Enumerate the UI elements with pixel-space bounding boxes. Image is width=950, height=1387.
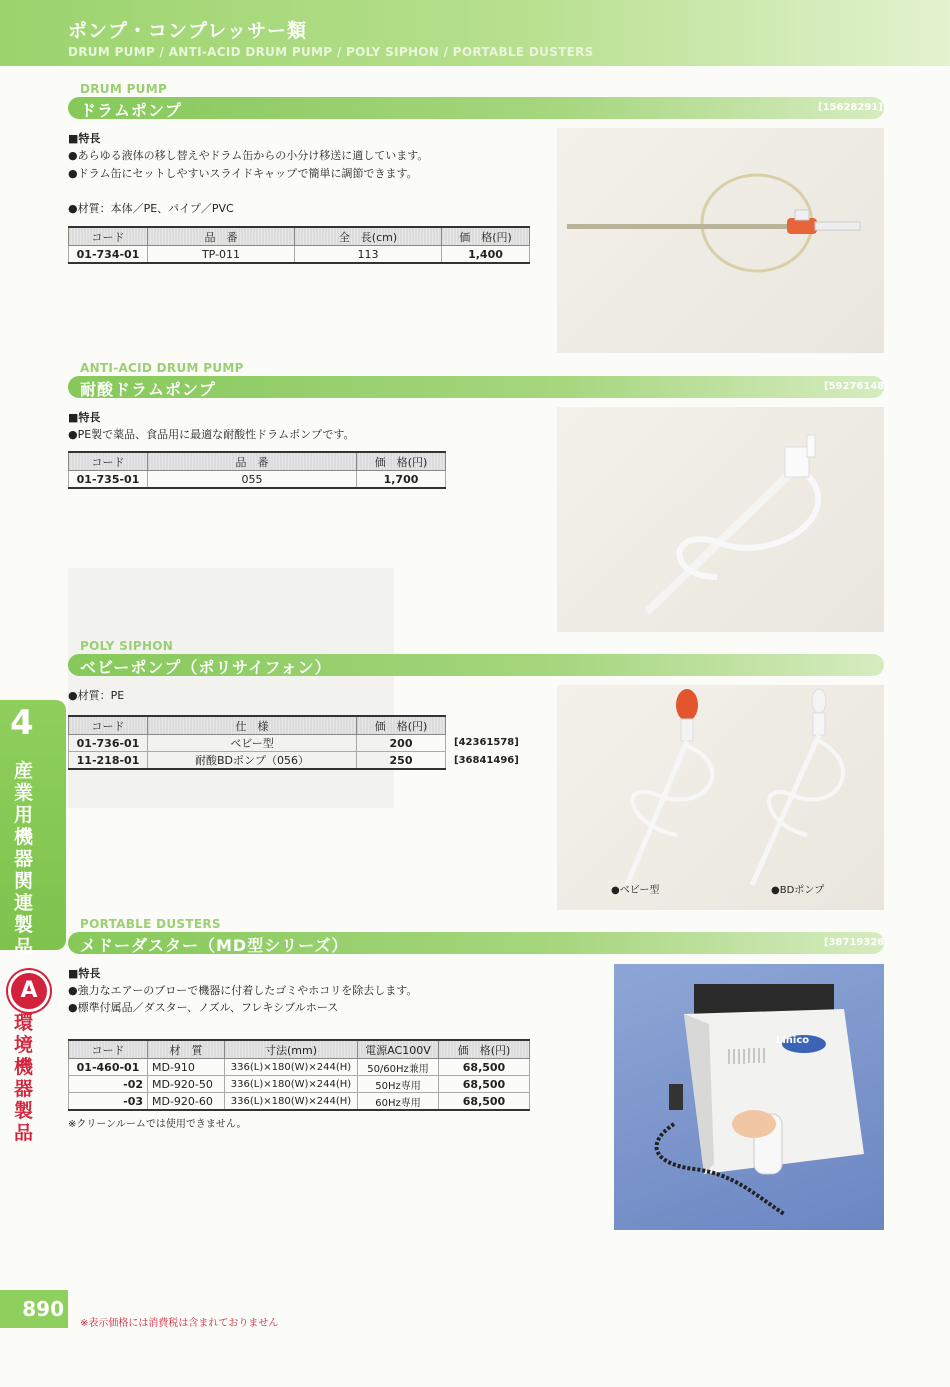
table-header: 品 番 (148, 452, 357, 471)
table-row (69, 1093, 530, 1111)
duster-section-en: PORTABLE DUSTERS (80, 917, 221, 931)
siphon-section-title: ベビーポンプ（ポリサイフォン） (80, 658, 332, 677)
table-cell: 01-460-01 (69, 1059, 148, 1076)
table-header: 仕 様 (148, 716, 357, 735)
drum-feature-2: ●ドラム缶にセットしやすいスライドキャップで簡単に調節できます。 (68, 167, 418, 180)
table-row (69, 1076, 530, 1093)
siphon-caption-baby: ●ベビー型 (611, 885, 660, 896)
antiacid-spec-table (68, 451, 446, 489)
drum-product-code: [15628291] (818, 102, 883, 113)
table-cell: 68,500 (439, 1059, 530, 1076)
page-subtitle: DRUM PUMP / ANTI-ACID DRUM PUMP / POLY SIPHON / PORTABLE DUSTERS (68, 45, 594, 59)
table-cell: 336(L)×180(W)×244(H) (225, 1076, 358, 1093)
drum-section-title: ドラムポンプ (80, 101, 182, 120)
table-cell: 01-735-01 (69, 471, 148, 489)
drum-feature-title: ■特長 (68, 132, 101, 145)
table-cell: -02 (69, 1076, 148, 1093)
duster-feature-title: ■特長 (68, 967, 101, 980)
antiacid-feature-title: ■特長 (68, 411, 101, 424)
table-header: 価 格(円) (442, 227, 530, 246)
table-cell: MD-920-60 (148, 1093, 225, 1111)
table-header: 価 格(円) (357, 452, 446, 471)
table-cell: -03 (69, 1093, 148, 1111)
table-header: 品 番 (148, 227, 295, 246)
antiacid-product-code: [59276148] (824, 381, 889, 392)
table-row (69, 1059, 530, 1076)
table-cell: 50Hz専用 (358, 1076, 439, 1093)
siphon-code-2: [36841496] (454, 755, 519, 766)
siphon-spec-table (68, 715, 446, 770)
table-row (69, 471, 446, 489)
duster-feature-2: ●標準付属品／ダスター、ノズル、フレキシブルホース (68, 1001, 339, 1014)
drum-section-en: DRUM PUMP (80, 82, 168, 96)
table-header: 材 質 (148, 1040, 225, 1059)
table-header: コード (69, 227, 148, 246)
table-header-row (69, 1040, 530, 1059)
side-category-number: 4 (10, 703, 34, 743)
side-category-label: 産業用機器関連製品 (14, 760, 34, 958)
table-cell: 336(L)×180(W)×244(H) (225, 1059, 358, 1076)
table-cell: 60Hz専用 (358, 1093, 439, 1111)
drum-section-bar (68, 97, 884, 119)
table-cell: MD-910 (148, 1059, 225, 1076)
page-number: 890 (0, 1290, 68, 1328)
table-cell: 113 (295, 246, 442, 264)
drum-feature-1: ●あらゆる液体の移し替えやドラム缶からの小分け移送に適しています。 (68, 149, 429, 162)
table-cell: 01-734-01 (69, 246, 148, 264)
table-cell: 68,500 (439, 1093, 530, 1111)
table-cell: 055 (148, 471, 357, 489)
table-cell: 68,500 (439, 1076, 530, 1093)
table-header: 価 格(円) (439, 1040, 530, 1059)
antiacid-section-title: 耐酸ドラムポンプ (80, 380, 216, 399)
table-header: 全 長(cm) (295, 227, 442, 246)
table-cell: 耐酸BDポンプ（056） (148, 752, 357, 770)
tax-footnote: ※表示価格には消費税は含まれておりません (80, 1318, 279, 1329)
table-cell: MD-920-50 (148, 1076, 225, 1093)
table-cell: 1,700 (357, 471, 446, 489)
table-cell: 11-218-01 (69, 752, 148, 770)
drum-pump-photo (557, 128, 884, 353)
table-header: 寸法(mm) (225, 1040, 358, 1059)
table-cell: 50/60Hz兼用 (358, 1059, 439, 1076)
table-row (69, 752, 446, 770)
page-title: ポンプ・コンプレッサー類 (68, 20, 308, 42)
duster-section-title: メドーダスター（MD型シリーズ） (80, 936, 349, 955)
duster-spec-table (68, 1039, 530, 1111)
table-header-row (69, 227, 530, 246)
duster-brand-label: Linico (776, 1035, 810, 1046)
table-header: コード (69, 1040, 148, 1059)
duster-product-code: [38719326] (824, 937, 889, 948)
duster-photo (614, 964, 884, 1230)
table-cell: 200 (357, 735, 446, 752)
drum-material: ●材質：本体／PE、パイプ／PVC (68, 202, 234, 215)
side-a-badge: A (8, 970, 50, 1012)
siphon-pump-photo (557, 685, 884, 910)
drum-spec-table (68, 226, 530, 264)
table-row (69, 735, 446, 752)
antiacid-pump-photo (557, 407, 884, 632)
siphon-section-en: POLY SIPHON (80, 639, 174, 653)
duster-feature-1: ●強力なエアーのブローで機器に付着したゴミやホコリを除去します。 (68, 984, 418, 997)
table-cell: TP-011 (148, 246, 295, 264)
table-header-row (69, 452, 446, 471)
siphon-code-1: [42361578] (454, 737, 519, 748)
antiacid-section-en: ANTI-ACID DRUM PUMP (80, 361, 244, 375)
siphon-caption-bd: ●BDポンプ (771, 885, 825, 896)
table-header: コード (69, 716, 148, 735)
table-cell: 336(L)×180(W)×244(H) (225, 1093, 358, 1111)
table-cell: 1,400 (442, 246, 530, 264)
table-header: 価 格(円) (357, 716, 446, 735)
table-cell: 01-736-01 (69, 735, 148, 752)
table-cell: 250 (357, 752, 446, 770)
side-subcategory-label: 環境機器製品 (14, 1012, 34, 1144)
antiacid-feature-1: ●PE製で薬品、食品用に最適な耐酸性ドラムポンプです。 (68, 428, 355, 441)
table-header: コード (69, 452, 148, 471)
table-header-row (69, 716, 446, 735)
duster-note: ※クリーンルームでは使用できません。 (68, 1119, 247, 1130)
siphon-material: ●材質：PE (68, 689, 125, 702)
table-cell: ベビー型 (148, 735, 357, 752)
table-header: 電源AC100V (358, 1040, 439, 1059)
table-row (69, 246, 530, 264)
